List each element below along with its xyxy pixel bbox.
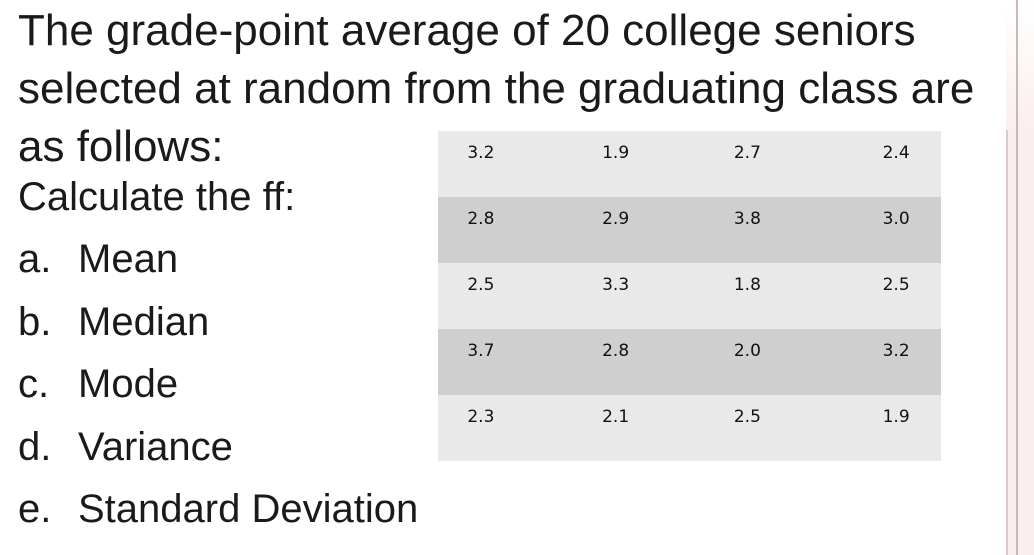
table-cell: 2.1	[564, 395, 690, 461]
item-letter: e.	[18, 487, 52, 531]
table-cell: 2.3	[438, 395, 564, 461]
item-text: Standard Deviation	[78, 487, 419, 531]
table-cell: 2.0	[690, 329, 816, 395]
slide-edge-shade	[1006, 0, 1034, 130]
question-item	[18, 353, 418, 416]
question-item	[18, 416, 418, 479]
table-cell: 1.8	[690, 263, 816, 329]
question-item	[18, 228, 418, 291]
table-cell: 3.0	[815, 197, 941, 263]
problem-statement: The grade-point average of 20 college seniors selected at random from the graduating class are as follows:	[18, 6, 975, 171]
item-text: Mean	[78, 237, 179, 281]
table-cell: 3.2	[438, 131, 564, 197]
table-cell: 2.8	[564, 329, 690, 395]
table-cell: 2.4	[815, 131, 941, 197]
item-letter: c.	[18, 362, 50, 406]
table-cell: 2.5	[438, 263, 564, 329]
item-letter: b.	[18, 299, 52, 344]
table-row	[438, 263, 941, 329]
item-letter: a.	[18, 237, 52, 281]
gpa-table	[438, 131, 941, 461]
item-letter: d.	[18, 424, 52, 469]
table-row	[438, 197, 941, 263]
item-text: Mode	[78, 362, 179, 406]
item-text: Variance	[78, 424, 233, 469]
gpa-table-container	[438, 131, 941, 461]
question-list	[18, 228, 418, 541]
slide-edge-line	[1016, 0, 1018, 555]
question-item	[18, 478, 418, 541]
table-cell: 3.2	[815, 329, 941, 395]
table-cell: 2.5	[815, 263, 941, 329]
table-cell: 2.7	[690, 131, 816, 197]
table-cell: 2.8	[438, 197, 564, 263]
table-cell: 1.9	[815, 395, 941, 461]
table-cell: 1.9	[564, 131, 690, 197]
table-cell: 3.3	[564, 263, 690, 329]
table-row	[438, 329, 941, 395]
table-cell: 2.5	[690, 395, 816, 461]
instruction: Calculate the ff:	[18, 175, 296, 219]
table-cell: 2.9	[564, 197, 690, 263]
table-cell: 3.8	[690, 197, 816, 263]
item-text: Median	[78, 299, 210, 344]
table-row	[438, 395, 941, 461]
table-row	[438, 131, 941, 197]
table-cell: 3.7	[438, 329, 564, 395]
question-item	[18, 291, 418, 354]
